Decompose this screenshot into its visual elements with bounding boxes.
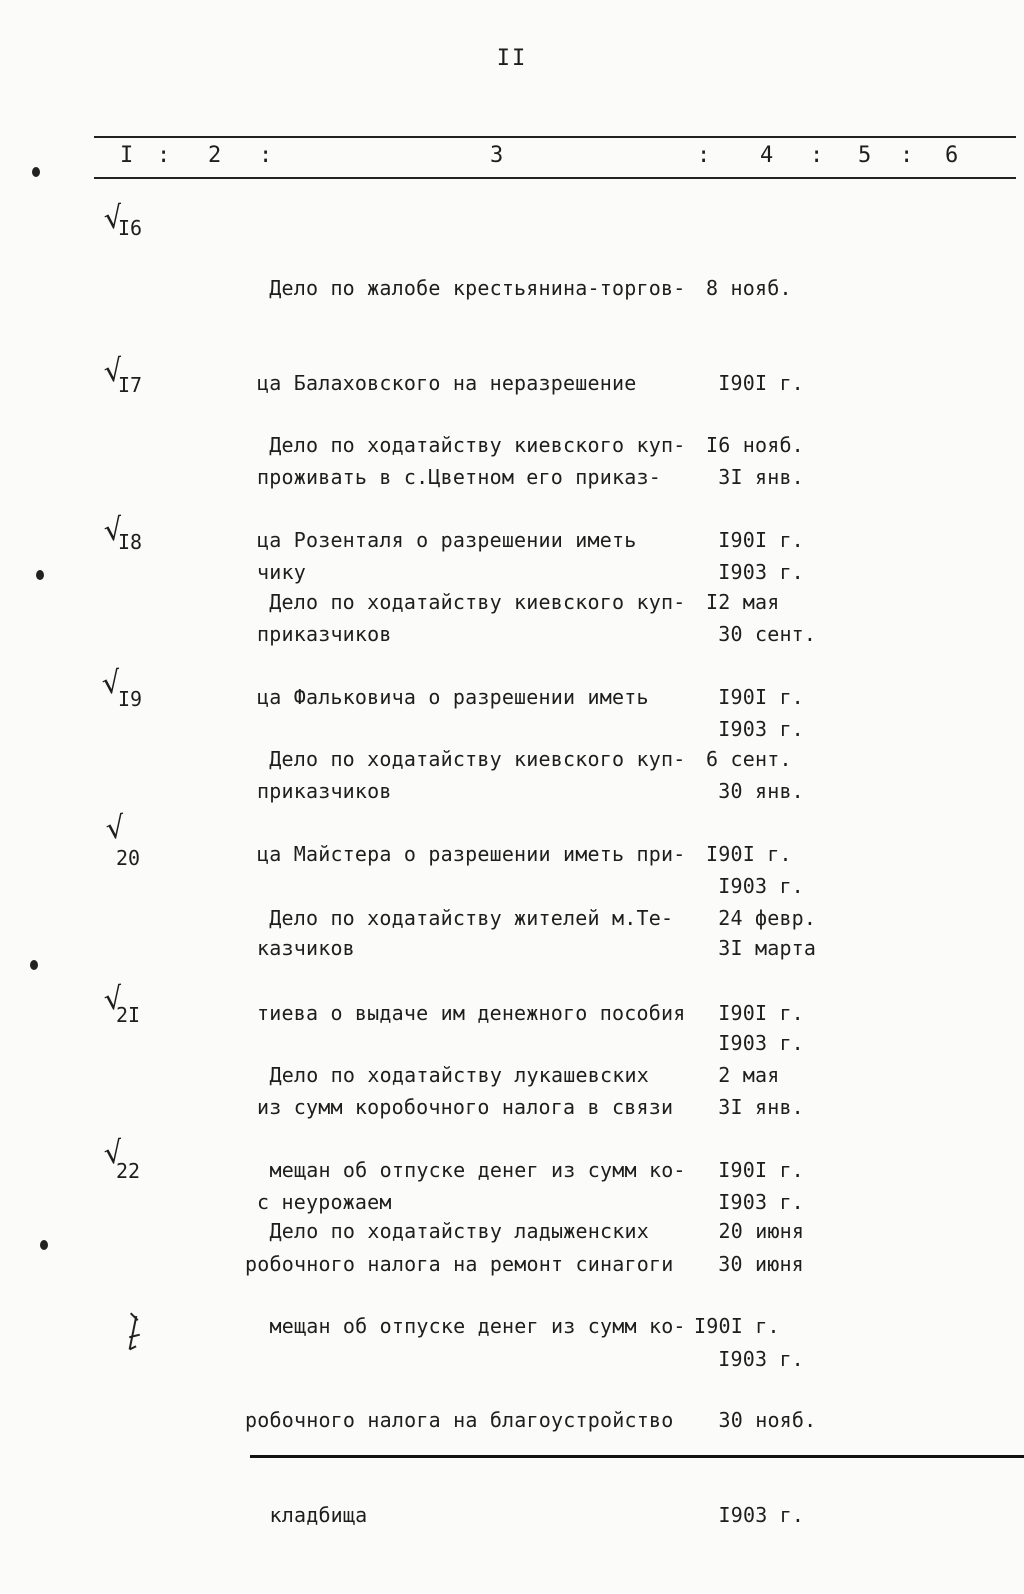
column-separator: : (810, 143, 824, 168)
description-line: ца Балаховского на неразрешение (257, 370, 637, 395)
entry-number: I8 (118, 530, 143, 554)
date-line: I903 г. (694, 1502, 805, 1527)
description-line: проживать в с.Цветном его приказ- (257, 465, 661, 489)
date-line: I90I г. (706, 841, 792, 866)
date-line: I90I г. (694, 1313, 780, 1338)
margin-mark (32, 167, 40, 177)
date-line: I6 нояб. (706, 433, 804, 457)
date-line: I2 мая (706, 590, 780, 614)
date-line: I90I г. (706, 1000, 804, 1025)
margin-mark (36, 570, 44, 580)
date-line: 30 янв. (706, 779, 804, 803)
check-mark-icon: √ (101, 199, 126, 238)
date-line: I903 г. (706, 559, 804, 584)
table-header-top-rule (94, 136, 1016, 138)
description-line: Дело по жалобе крестьянина-торгов- (257, 276, 686, 300)
entry-description (245, 1153, 686, 1594)
description-line: ца Розенталя о разрешении иметь (257, 527, 637, 552)
date-line: 2 мая (706, 1063, 780, 1087)
check-mark-icon: √ (99, 664, 124, 703)
date-line: I903 г. (706, 1189, 804, 1214)
check-mark-icon: √ (103, 809, 128, 848)
column-separator: : (900, 143, 914, 168)
description-line: чику (257, 559, 306, 584)
description-line: Дело по ходатайству киевского куп- (257, 747, 686, 771)
description-line: приказчиков (257, 622, 392, 646)
date-line: I903 г. (706, 873, 804, 898)
column-separator: : (697, 143, 711, 168)
date-line: 3I янв. (706, 1095, 804, 1119)
margin-mark (40, 1240, 48, 1250)
description-line: кладбища (245, 1502, 368, 1527)
date-line: I903 г. (706, 1346, 804, 1371)
margin-mark (30, 960, 38, 970)
description-line: робочного налога на благоустройство (245, 1408, 674, 1432)
date-line: 30 июня (706, 1252, 804, 1276)
date-line: I903 г. (706, 1030, 804, 1055)
description-line: приказчиков (257, 779, 392, 803)
date-line: 30 нояб. (694, 1408, 817, 1432)
entry-number: 20 (116, 846, 141, 870)
page-bottom-border (250, 1455, 1024, 1458)
check-mark-icon: √ (101, 352, 126, 391)
column-separator: : (157, 143, 171, 168)
date-line: I90I г. (706, 684, 804, 709)
table-header-bottom-rule (94, 177, 1016, 179)
entry-number: I7 (118, 373, 143, 397)
column-1-header: I (120, 143, 134, 168)
entry-number: I9 (118, 687, 143, 711)
date-line: 20 июня (694, 1219, 805, 1243)
pencil-scribble-icon (117, 1308, 153, 1357)
column-separator: : (259, 143, 273, 168)
description-line: с неурожаем (257, 1189, 392, 1214)
entry-dates (694, 1153, 816, 1594)
description-line: Дело по ходатайству киевского куп- (257, 433, 686, 457)
date-line: 8 нояб. (706, 276, 792, 300)
entry-number: 2I (116, 1003, 141, 1027)
entry-number: I6 (118, 216, 143, 240)
description-line: тиева о выдаче им денежного пособия (257, 1000, 686, 1025)
date-line: I90I г. (706, 527, 804, 552)
description-line: мещан об отпуске денег из сумм ко- (245, 1157, 686, 1182)
description-line: казчиков (257, 936, 355, 960)
check-mark-icon: √ (101, 980, 126, 1019)
date-line: I90I г. (706, 370, 804, 395)
date-line: 30 сент. (706, 622, 817, 646)
description-line: робочного налога на ремонт синагоги (245, 1252, 674, 1276)
column-2-header: 2 (208, 143, 222, 168)
date-line: 3I марта (706, 936, 817, 960)
date-line: I90I г. (706, 1157, 804, 1182)
column-3-header: 3 (490, 143, 504, 168)
description-line: Дело по ходатайству киевского куп- (257, 590, 686, 614)
check-mark-icon: √ (101, 511, 126, 550)
description-line: мещан об отпуске денег из сумм ко- (245, 1313, 686, 1338)
check-mark-icon: √ (101, 1134, 126, 1173)
entry-number: 22 (116, 1159, 141, 1183)
column-5-header: 5 (858, 143, 872, 168)
date-line: I903 г. (706, 716, 804, 741)
table-header (0, 143, 1024, 173)
page-number: II (496, 46, 528, 71)
description-line: ца Майстера о разрешении иметь при- (257, 841, 686, 866)
date-line: 6 сент. (706, 747, 792, 771)
description-line: Дело по ходатайству жителей м.Те- (257, 906, 674, 930)
description-line: Дело по ходатайству лукашевских (245, 1063, 649, 1087)
column-4-header: 4 (760, 143, 774, 168)
description-line: из сумм коробочного налога в связи (257, 1095, 674, 1119)
date-line: 24 февр. (706, 906, 817, 930)
description-line: ца Фальковича о разрешении иметь (257, 684, 649, 709)
column-6-header: 6 (945, 143, 959, 168)
date-line: 3I янв. (706, 465, 804, 489)
description-line: Дело по ходатайству ладыженских (245, 1219, 649, 1243)
